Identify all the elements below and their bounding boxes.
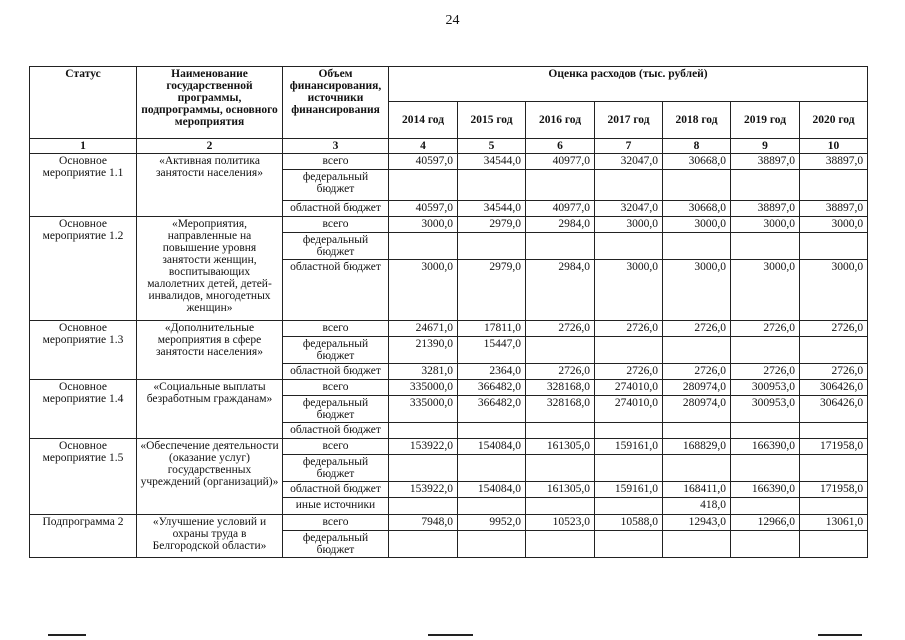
row-funding-source: федеральный бюджет [283,337,389,364]
row-value-cell [595,337,663,364]
row-value-cell [595,531,663,558]
row-value-cell [389,455,458,482]
row-funding-source: всего [283,515,389,531]
row-value-cell: 274010,0 [595,396,663,423]
row-value-cell: 168829,0 [663,439,731,455]
header-year: 2018 год [663,102,731,139]
row-value-cell [458,531,526,558]
row-value-cell: 306426,0 [800,396,868,423]
row-value-cell: 2726,0 [595,321,663,337]
row-program-name: «Улучшение условий и охраны труда в Белгородской области» [137,515,283,558]
row-value-cell: 2726,0 [800,321,868,337]
header-year: 2016 год [526,102,595,139]
row-value-cell [800,233,868,260]
row-funding-source: областной бюджет [283,482,389,498]
row-value-cell: 2726,0 [526,364,595,380]
row-value-cell [526,455,595,482]
column-number: 1 [30,139,137,154]
row-value-cell [458,233,526,260]
header-volume: Объем финансирования, источники финансирования [283,67,389,139]
row-value-cell: 38897,0 [800,201,868,217]
row-value-cell: 13061,0 [800,515,868,531]
row-value-cell [800,455,868,482]
row-value-cell [526,498,595,515]
row-value-cell: 3000,0 [663,260,731,321]
row-value-cell: 24671,0 [389,321,458,337]
row-value-cell: 3000,0 [731,217,800,233]
header-year: 2015 год [458,102,526,139]
row-value-cell [663,423,731,439]
row-value-cell: 30668,0 [663,154,731,170]
table-row [30,439,868,455]
row-value-cell: 154084,0 [458,482,526,498]
row-value-cell [663,337,731,364]
row-value-cell: 10523,0 [526,515,595,531]
row-value-cell: 328168,0 [526,396,595,423]
row-value-cell: 161305,0 [526,439,595,455]
row-funding-source: всего [283,380,389,396]
row-value-cell: 40597,0 [389,201,458,217]
row-value-cell: 166390,0 [731,482,800,498]
row-value-cell: 3000,0 [595,260,663,321]
row-value-cell [731,337,800,364]
row-funding-source: иные источники [283,498,389,515]
row-value-cell: 40597,0 [389,154,458,170]
row-value-cell [458,498,526,515]
row-value-cell [731,498,800,515]
column-number: 8 [663,139,731,154]
row-value-cell: 3000,0 [389,260,458,321]
row-value-cell [526,233,595,260]
header-year: 2014 год [389,102,458,139]
column-number: 6 [526,139,595,154]
row-value-cell [731,423,800,439]
row-value-cell: 3000,0 [389,217,458,233]
row-value-cell: 10588,0 [595,515,663,531]
table-row [30,515,868,531]
row-funding-source: областной бюджет [283,201,389,217]
row-value-cell: 280974,0 [663,396,731,423]
row-value-cell: 32047,0 [595,154,663,170]
row-value-cell: 30668,0 [663,201,731,217]
row-value-cell: 159161,0 [595,482,663,498]
row-value-cell [389,423,458,439]
row-value-cell: 2726,0 [731,321,800,337]
bottom-edge-mark [48,634,86,636]
row-funding-source: федеральный бюджет [283,455,389,482]
row-status: Основное мероприятие 1.3 [30,321,137,380]
row-program-name: «Активная политика занятости населения» [137,154,283,217]
row-value-cell [526,170,595,201]
row-funding-source: федеральный бюджет [283,396,389,423]
row-value-cell: 2726,0 [731,364,800,380]
row-value-cell [800,170,868,201]
row-value-cell: 2979,0 [458,260,526,321]
row-value-cell [389,233,458,260]
row-value-cell: 335000,0 [389,380,458,396]
row-value-cell: 168411,0 [663,482,731,498]
table-row [30,154,868,170]
row-value-cell [526,337,595,364]
bottom-edge-mark [428,634,473,636]
row-value-cell [595,170,663,201]
row-value-cell: 306426,0 [800,380,868,396]
column-number: 7 [595,139,663,154]
row-funding-source: всего [283,321,389,337]
column-number: 9 [731,139,800,154]
row-value-cell [389,170,458,201]
row-value-cell: 3000,0 [800,217,868,233]
row-program-name: «Дополнительные мероприятия в сфере занятости населения» [137,321,283,380]
row-status: Подпрограмма 2 [30,515,137,558]
row-value-cell: 7948,0 [389,515,458,531]
row-value-cell: 153922,0 [389,439,458,455]
row-value-cell: 38897,0 [731,201,800,217]
row-value-cell: 34544,0 [458,154,526,170]
row-value-cell: 2726,0 [663,364,731,380]
row-value-cell: 2984,0 [526,260,595,321]
header-estimate: Оценка расходов (тыс. рублей) [389,67,868,102]
row-value-cell [731,233,800,260]
row-value-cell: 3000,0 [800,260,868,321]
page-number: 24 [445,13,460,28]
row-value-cell [458,170,526,201]
row-value-cell [800,337,868,364]
row-value-cell: 38897,0 [731,154,800,170]
row-value-cell: 3000,0 [595,217,663,233]
table-row [30,321,868,337]
row-program-name: «Социальные выплаты безработным гражданам» [137,380,283,439]
table-row [30,217,868,233]
column-number: 4 [389,139,458,154]
row-value-cell: 161305,0 [526,482,595,498]
row-value-cell: 280974,0 [663,380,731,396]
financing-table-wrapper [29,66,867,558]
row-value-cell: 3000,0 [731,260,800,321]
row-value-cell: 12943,0 [663,515,731,531]
row-value-cell: 153922,0 [389,482,458,498]
header-status: Статус [30,67,137,139]
row-value-cell: 166390,0 [731,439,800,455]
row-funding-source: областной бюджет [283,364,389,380]
row-value-cell [800,423,868,439]
row-value-cell: 40977,0 [526,154,595,170]
row-value-cell: 2726,0 [800,364,868,380]
row-funding-source: федеральный бюджет [283,531,389,558]
row-value-cell: 15447,0 [458,337,526,364]
row-program-name: «Обеспечение деятельности (оказание услуг) государственных учреждений (организаций)» [137,439,283,515]
row-funding-source: федеральный бюджет [283,170,389,201]
row-value-cell: 300953,0 [731,396,800,423]
row-value-cell: 2726,0 [526,321,595,337]
row-value-cell: 274010,0 [595,380,663,396]
row-value-cell: 9952,0 [458,515,526,531]
row-value-cell: 12966,0 [731,515,800,531]
row-value-cell: 2979,0 [458,217,526,233]
row-value-cell [663,455,731,482]
bottom-edge-mark [818,634,862,636]
row-funding-source: всего [283,154,389,170]
row-funding-source: федеральный бюджет [283,233,389,260]
row-value-cell: 300953,0 [731,380,800,396]
row-value-cell: 40977,0 [526,201,595,217]
row-value-cell: 2364,0 [458,364,526,380]
row-value-cell [800,498,868,515]
row-value-cell: 171958,0 [800,482,868,498]
row-value-cell: 335000,0 [389,396,458,423]
row-value-cell [731,170,800,201]
row-funding-source: всего [283,439,389,455]
row-value-cell [800,531,868,558]
header-name: Наименование государственной программы, подпрограммы, основного мероприятия [137,67,283,139]
row-value-cell [663,233,731,260]
row-value-cell [663,170,731,201]
table-row [30,380,868,396]
row-status: Основное мероприятие 1.1 [30,154,137,217]
row-value-cell [526,531,595,558]
row-value-cell: 21390,0 [389,337,458,364]
row-status: Основное мероприятие 1.2 [30,217,137,321]
financing-table [29,66,868,558]
row-value-cell [526,423,595,439]
row-value-cell: 328168,0 [526,380,595,396]
row-value-cell: 154084,0 [458,439,526,455]
row-value-cell: 366482,0 [458,380,526,396]
row-value-cell: 3000,0 [663,217,731,233]
row-value-cell: 3281,0 [389,364,458,380]
header-year: 2019 год [731,102,800,139]
row-funding-source: областной бюджет [283,260,389,321]
row-value-cell [731,531,800,558]
header-year: 2017 год [595,102,663,139]
row-value-cell: 2726,0 [595,364,663,380]
row-value-cell: 2984,0 [526,217,595,233]
row-value-cell: 32047,0 [595,201,663,217]
row-value-cell [458,423,526,439]
row-value-cell: 418,0 [663,498,731,515]
column-number: 3 [283,139,389,154]
header-year: 2020 год [800,102,868,139]
row-value-cell [663,531,731,558]
row-value-cell: 34544,0 [458,201,526,217]
row-status: Основное мероприятие 1.4 [30,380,137,439]
row-value-cell [458,455,526,482]
row-value-cell [731,455,800,482]
row-funding-source: областной бюджет [283,423,389,439]
row-status: Основное мероприятие 1.5 [30,439,137,515]
row-value-cell: 2726,0 [663,321,731,337]
row-value-cell [389,531,458,558]
row-value-cell: 17811,0 [458,321,526,337]
row-value-cell [595,423,663,439]
row-funding-source: всего [283,217,389,233]
row-value-cell: 38897,0 [800,154,868,170]
row-value-cell [389,498,458,515]
row-value-cell [595,498,663,515]
row-value-cell [595,455,663,482]
row-value-cell [595,233,663,260]
column-number: 5 [458,139,526,154]
column-number: 10 [800,139,868,154]
row-program-name: «Мероприятия, направленные на повышение уровня занятости женщин, воспитывающих малолетних детей, детей-инвалидов, многодетных женщин» [137,217,283,321]
row-value-cell: 159161,0 [595,439,663,455]
row-value-cell: 171958,0 [800,439,868,455]
table-body [30,154,868,558]
row-value-cell: 366482,0 [458,396,526,423]
column-number: 2 [137,139,283,154]
